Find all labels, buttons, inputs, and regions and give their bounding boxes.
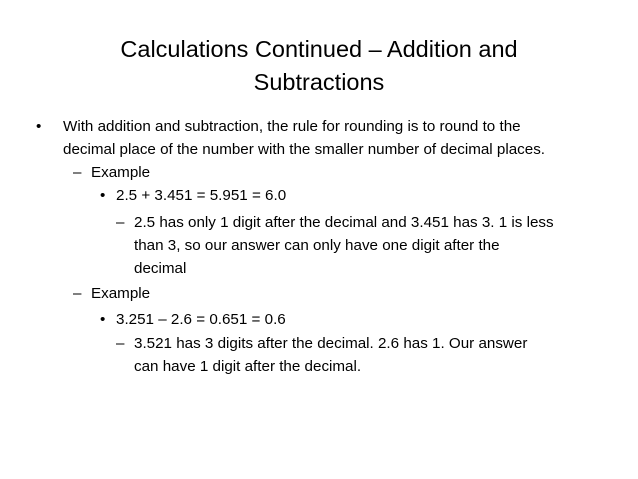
note-dash: – <box>116 335 125 352</box>
note-dash: – <box>116 214 125 231</box>
example-label: Example <box>91 285 151 302</box>
bullet-marker: • <box>36 118 42 135</box>
equation-text: 2.5 + 3.451 = 5.951 = 6.0 <box>116 187 287 204</box>
example-label: Example <box>91 164 151 181</box>
rule-text-line-2: decimal place of the number with the smaller number of decimal places. <box>63 141 546 158</box>
example-dash: – <box>73 285 82 302</box>
note-line: 2.5 has only 1 digit after the decimal and 3.451 has 3. 1 is less <box>134 214 554 231</box>
note-line: 3.521 has 3 digits after the decimal. 2.6 has 1. Our answer <box>134 335 528 352</box>
rule-text-line-1: With addition and subtraction, the rule for rounding is to round to the <box>63 118 521 135</box>
slide-title <box>60 33 578 99</box>
equation-bullet: • <box>100 311 106 328</box>
equation-text: 3.251 – 2.6 = 0.651 = 0.6 <box>116 311 286 328</box>
note-line: decimal <box>134 260 187 277</box>
title-line-1: Calculations Continued – Addition and <box>120 36 518 62</box>
note-line: than 3, so our answer can only have one digit after the <box>134 237 500 254</box>
title-line-2: Subtractions <box>253 69 385 95</box>
example-dash: – <box>73 164 82 181</box>
equation-bullet: • <box>100 187 106 204</box>
note-line: can have 1 digit after the decimal. <box>134 358 362 375</box>
